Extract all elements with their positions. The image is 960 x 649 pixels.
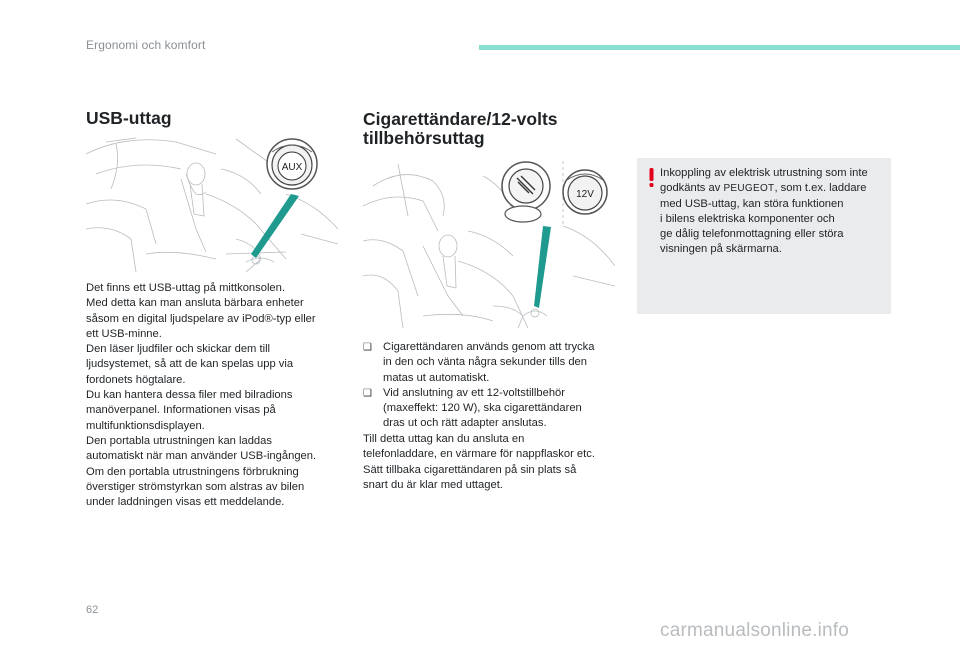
list-item-line: in den och vänta några sekunder tills den bbox=[383, 356, 587, 369]
exclamation-warning-icon bbox=[647, 168, 656, 188]
cigarette-description bbox=[363, 432, 628, 493]
usb-description bbox=[86, 281, 348, 510]
warning-line bbox=[660, 181, 868, 196]
usb-paragraph-line: under laddningen visas ett meddelande. bbox=[86, 496, 285, 509]
warning-box bbox=[637, 158, 891, 314]
usb-paragraph-line: manöverpanel. Informationen visas på bbox=[86, 404, 276, 417]
section-header-title: Ergonomi och komfort bbox=[86, 38, 206, 52]
header-accent-bar bbox=[479, 45, 960, 50]
cigarette-console-drawing bbox=[363, 156, 615, 328]
cigarette-title-line: tillbehörsuttag bbox=[363, 128, 485, 148]
cigarette-paragraph-line: Sätt tillbaka cigarettändaren på sin plats så bbox=[363, 463, 577, 476]
watermark: carmanualsonline.info bbox=[660, 620, 850, 641]
warning-line: i bilens elektriska komponenter och bbox=[660, 212, 835, 225]
usb-paragraph-line: Det finns ett USB-uttag på mittkonsolen. bbox=[86, 282, 285, 294]
list-item-line: Cigarettändaren används genom att trycka bbox=[383, 341, 595, 353]
usb-paragraph-line: ett USB-minne. bbox=[86, 327, 162, 340]
warning-line-part: godkänts av bbox=[660, 182, 724, 195]
warning-line: med USB-uttag, kan störa funktionen bbox=[660, 197, 844, 210]
cigarette-paragraph-line: Till detta uttag kan du ansluta en bbox=[363, 433, 525, 445]
checkbox-bullet-icon: ❑ bbox=[363, 387, 372, 399]
list-item-line: matas ut automatiskt. bbox=[383, 371, 490, 384]
usb-paragraph-line: Om den portabla utrustningens förbrukning bbox=[86, 465, 299, 478]
usb-illustration bbox=[86, 134, 338, 272]
cigarette-lighter-illustration bbox=[363, 156, 615, 328]
usb-section-title: USB-uttag bbox=[86, 108, 172, 128]
usb-console-drawing bbox=[86, 134, 338, 272]
list-item bbox=[363, 340, 628, 386]
cigarette-instructions-list bbox=[363, 340, 628, 432]
warning-line-part: , som t.ex. laddare bbox=[774, 182, 867, 195]
usb-paragraph-line: överstiger strömstyrkan som alstras av bilen bbox=[86, 480, 305, 493]
usb-paragraph-line: Den läser ljudfiler och skickar dem till bbox=[86, 343, 271, 356]
usb-paragraph-line: Du kan hantera dessa filer med bilradions bbox=[86, 389, 293, 402]
usb-paragraph-line: ljudsystemet, så att de kan spelas upp via bbox=[86, 358, 294, 371]
warning-line: Inkoppling av elektrisk utrustning som inte bbox=[660, 167, 868, 179]
cigarette-paragraph-line: telefonladdare, en värmare för nappflaskor etc. bbox=[363, 448, 595, 461]
cigarette-title-line: Cigarettändare/12-volts bbox=[363, 109, 558, 129]
warning-line: visningen på skärmarna. bbox=[660, 243, 782, 256]
cigarette-lighter-section-title bbox=[363, 110, 613, 148]
list-item-line: Vid anslutning av ett 12-voltstillbehör bbox=[383, 386, 566, 399]
warning-line: ge dålig telefonmottagning eller störa bbox=[660, 228, 844, 241]
list-item-line: (maxeffekt: 120 W), ska cigarettändaren bbox=[383, 402, 582, 415]
usb-paragraph-line: Den portabla utrustningen kan laddas bbox=[86, 434, 272, 447]
cigarette-pointer-arrow bbox=[534, 226, 551, 308]
cigarette-lighter-icon bbox=[502, 162, 550, 222]
usb-paragraph-line: såsom en digital ljudspelare av iPod®-typ eller bbox=[86, 312, 316, 325]
warning-text bbox=[660, 166, 868, 258]
page-number: 62 bbox=[86, 604, 99, 616]
list-item bbox=[363, 386, 628, 432]
usb-paragraph-line: Med detta kan man ansluta bärbara enheter bbox=[86, 297, 304, 310]
list-item-line: dras ut och rätt adapter anslutas. bbox=[383, 417, 547, 430]
checkbox-bullet-icon: ❑ bbox=[363, 342, 372, 353]
usb-paragraph-line: multifunktionsdisplayen. bbox=[86, 419, 205, 432]
cigarette-paragraph-line: snart du är klar med uttaget. bbox=[363, 478, 503, 491]
usb-paragraph-line: automatiskt när man använder USB-ingången. bbox=[86, 450, 317, 463]
usb-paragraph-line: fordonets högtalare. bbox=[86, 373, 186, 386]
aux-label: AUX bbox=[281, 162, 303, 173]
brand-name: PEUGEOT bbox=[723, 183, 775, 195]
12v-label: 12V bbox=[576, 189, 594, 200]
